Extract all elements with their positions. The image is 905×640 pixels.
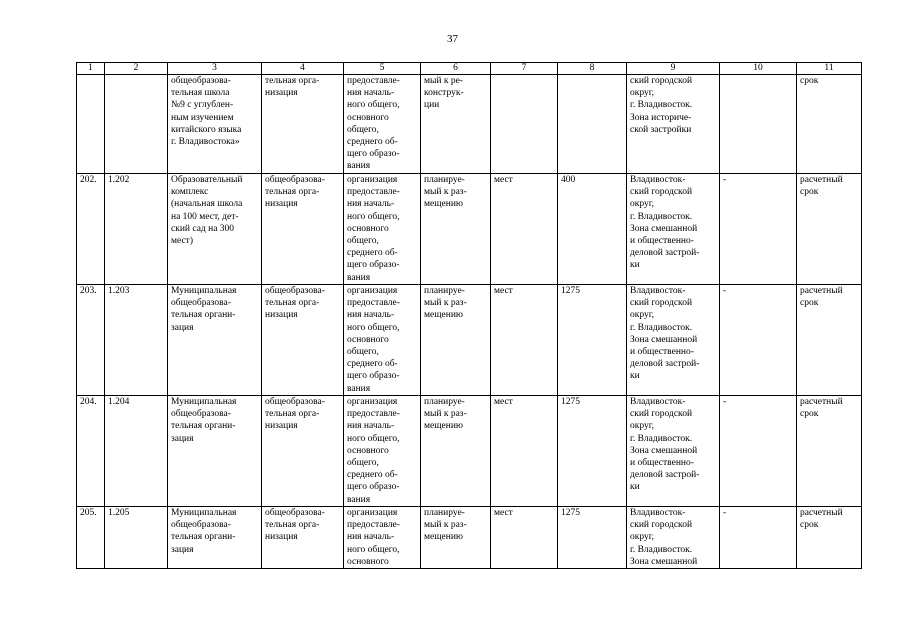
unit-cell	[491, 75, 558, 174]
type-cell: общеобразова- тельная орга- низация	[262, 285, 344, 396]
unit-cell: мест	[491, 396, 558, 507]
purpose-cell: организация предоставле- ния началь- ного общего, основного общего, среднего об- щего образо- вания	[344, 396, 421, 507]
column-header: 8	[558, 63, 627, 75]
row-number-cell: 204.	[77, 396, 105, 507]
purpose-cell: организация предоставле- ния началь- ного общего, основного общего, среднего об- щего образо- вания	[344, 174, 421, 285]
page-number: 37	[447, 33, 458, 45]
header-row	[77, 63, 862, 75]
purpose-cell: предоставле- ния началь- ного общего, основного общего, среднего об- щего образо- вания	[344, 75, 421, 174]
type-cell: общеобразова- тельная орга- низация	[262, 174, 344, 285]
zone-cell	[720, 75, 797, 174]
table-row	[77, 507, 862, 569]
column-header: 5	[344, 63, 421, 75]
name-cell: Муниципальная общеобразова- тельная органи- зация	[168, 285, 262, 396]
row-number-cell: 205.	[77, 507, 105, 569]
column-header: 7	[491, 63, 558, 75]
capacity-cell: 1275	[558, 507, 627, 569]
table-row	[77, 285, 862, 396]
zone-cell: -	[720, 507, 797, 569]
code-cell: 1.204	[105, 396, 168, 507]
name-cell: общеобразова- тельная школа №9 с углублен- ным изучением китайского языка г. Владивостока»	[168, 75, 262, 174]
row-number-cell: 203.	[77, 285, 105, 396]
status-cell: планируе- мый к раз- мещению	[421, 507, 491, 569]
zone-cell: -	[720, 174, 797, 285]
data-table	[76, 62, 862, 569]
table-row	[77, 75, 862, 174]
capacity-cell: 1275	[558, 285, 627, 396]
row-number-cell: 202.	[77, 174, 105, 285]
capacity-cell	[558, 75, 627, 174]
unit-cell: мест	[491, 285, 558, 396]
column-header: 11	[797, 63, 862, 75]
status-cell: планируе- мый к раз- мещению	[421, 174, 491, 285]
status-cell: мый к ре- конструк- ции	[421, 75, 491, 174]
type-cell: общеобразова- тельная орга- низация	[262, 507, 344, 569]
status-cell: планируе- мый к раз- мещению	[421, 285, 491, 396]
location-cell: Владивосток- ский городской округ, г. Владивосток. Зона смешанной	[627, 507, 720, 569]
term-cell: расчетный срок	[797, 174, 862, 285]
purpose-cell: организация предоставле- ния началь- ного общего, основного общего, среднего об- щего образо- вания	[344, 285, 421, 396]
code-cell: 1.203	[105, 285, 168, 396]
unit-cell: мест	[491, 174, 558, 285]
column-header: 3	[168, 63, 262, 75]
row-number-cell	[77, 75, 105, 174]
table-row	[77, 174, 862, 285]
name-cell: Образовательный комплекс (начальная школа на 100 мест, дет- ский сад на 300 мест)	[168, 174, 262, 285]
location-cell: Владивосток- ский городской округ, г. Владивосток. Зона смешанной и общественно- деловой застрой- ки	[627, 285, 720, 396]
term-cell: срок	[797, 75, 862, 174]
unit-cell: мест	[491, 507, 558, 569]
location-cell: Владивосток- ский городской округ, г. Владивосток. Зона смешанной и общественно- деловой застрой- ки	[627, 174, 720, 285]
column-header: 1	[77, 63, 105, 75]
column-header: 4	[262, 63, 344, 75]
purpose-cell: организация предоставле- ния началь- ного общего, основного	[344, 507, 421, 569]
column-header: 9	[627, 63, 720, 75]
column-header: 2	[105, 63, 168, 75]
name-cell: Муниципальная общеобразова- тельная органи- зация	[168, 507, 262, 569]
zone-cell: -	[720, 396, 797, 507]
term-cell: расчетный срок	[797, 285, 862, 396]
code-cell: 1.202	[105, 174, 168, 285]
location-cell: Владивосток- ский городской округ, г. Владивосток. Зона смешанной и общественно- деловой застрой- ки	[627, 396, 720, 507]
table-row	[77, 396, 862, 507]
column-header: 6	[421, 63, 491, 75]
name-cell: Муниципальная общеобразова- тельная органи- зация	[168, 396, 262, 507]
type-cell: общеобразова- тельная орга- низация	[262, 396, 344, 507]
term-cell: расчетный срок	[797, 396, 862, 507]
capacity-cell: 1275	[558, 396, 627, 507]
code-cell	[105, 75, 168, 174]
term-cell: расчетный срок	[797, 507, 862, 569]
status-cell: планируе- мый к раз- мещению	[421, 396, 491, 507]
zone-cell: -	[720, 285, 797, 396]
capacity-cell: 400	[558, 174, 627, 285]
code-cell: 1.205	[105, 507, 168, 569]
location-cell: ский городской округ, г. Владивосток. Зона историче- ской застройки	[627, 75, 720, 174]
type-cell: тельная орга- низация	[262, 75, 344, 174]
column-header: 10	[720, 63, 797, 75]
